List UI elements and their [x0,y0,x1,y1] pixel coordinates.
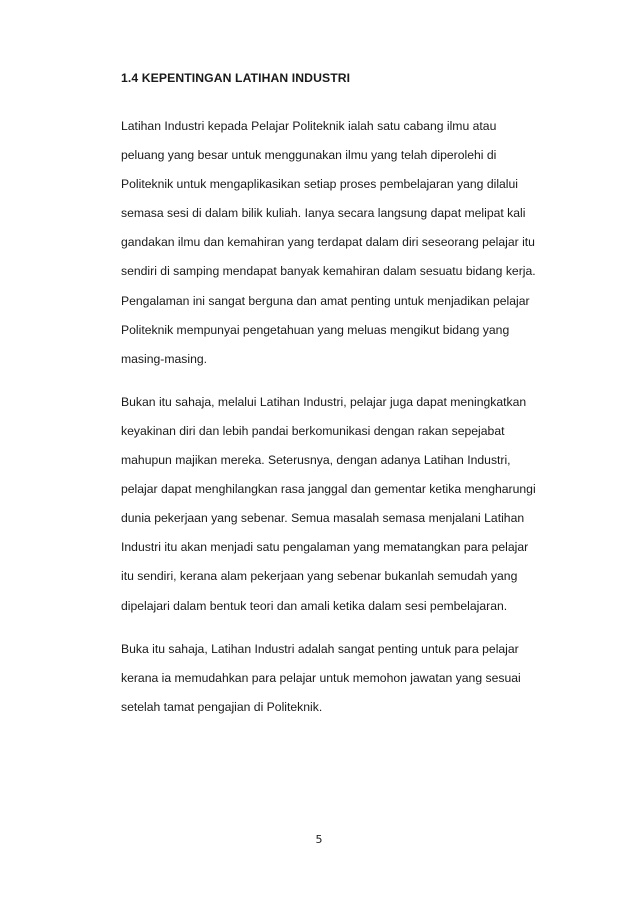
paragraph-line: pelajar dapat menghilangkan rasa janggal dan gementar ketika mengharungi [121,482,536,497]
paragraph [121,635,566,722]
paragraph-line: dipelajari dalam bentuk teori dan amali ketika dalam sesi pembelajaran. [121,598,508,613]
paragraph-line: masing-masing. [121,351,208,366]
paragraph-line: Pengalaman ini sangat berguna dan amat penting untuk menjadikan pelajar [121,293,530,308]
paragraph-line: mahupun majikan mereka. Seterusnya, dengan adanya Latihan Industri, [121,453,511,468]
paragraph-line: keyakinan diri dan lebih pandai berkomunikasi dengan rakan sepejabat [121,423,505,438]
paragraph-line: Latihan Industri kepada Pelajar Politeknik ialah satu cabang ilmu atau [121,119,497,133]
paragraph-line: itu sendiri, kerana alam pekerjaan yang sebenar bukanlah semudah yang [121,569,518,584]
paragraph-line: Bukan itu sahaja, melalui Latihan Industri, pelajar juga dapat meningkatkan [121,394,527,409]
page-content [121,68,566,722]
paragraph-line: Industri itu akan menjadi satu pengalaman yang mematangkan para pelajar [121,540,529,555]
paragraph [121,112,566,374]
paragraph-line: Buka itu sahaja, Latihan Industri adalah sangat penting untuk para pelajar [121,641,519,656]
section-heading: 1.4 KEPENTINGAN LATIHAN INDUSTRI [121,71,351,85]
paragraph [121,388,566,621]
paragraph-line: peluang yang besar untuk menggunakan ilmu yang telah diperolehi di [121,148,497,163]
paragraph-line: semasa sesi di dalam bilik kuliah. Ianya secara langsung dapat melipat kali [121,206,526,221]
paragraph-line: sendiri di samping mendapat banyak kemahiran dalam sesuatu bidang kerja. [121,264,536,279]
paragraph-line: kerana ia memudahkan para pelajar untuk memohon jawatan yang sesuai [121,670,521,685]
paragraph-line: dunia pekerjaan yang sebenar. Semua masalah semasa menjalani Latihan [121,511,525,526]
paragraph-line: Politeknik untuk mengaplikasikan setiap proses pembelajaran yang dilalui [121,177,519,192]
paragraph-line: Politeknik mempunyai pengetahuan yang meluas mengikut bidang yang [121,322,510,337]
paragraph-line: setelah tamat pengajian di Politeknik. [121,699,323,714]
page-number: 5 [315,833,323,846]
paragraph-line: gandakan ilmu dan kemahiran yang terdapat dalam diri seseorang pelajar itu [121,235,535,250]
